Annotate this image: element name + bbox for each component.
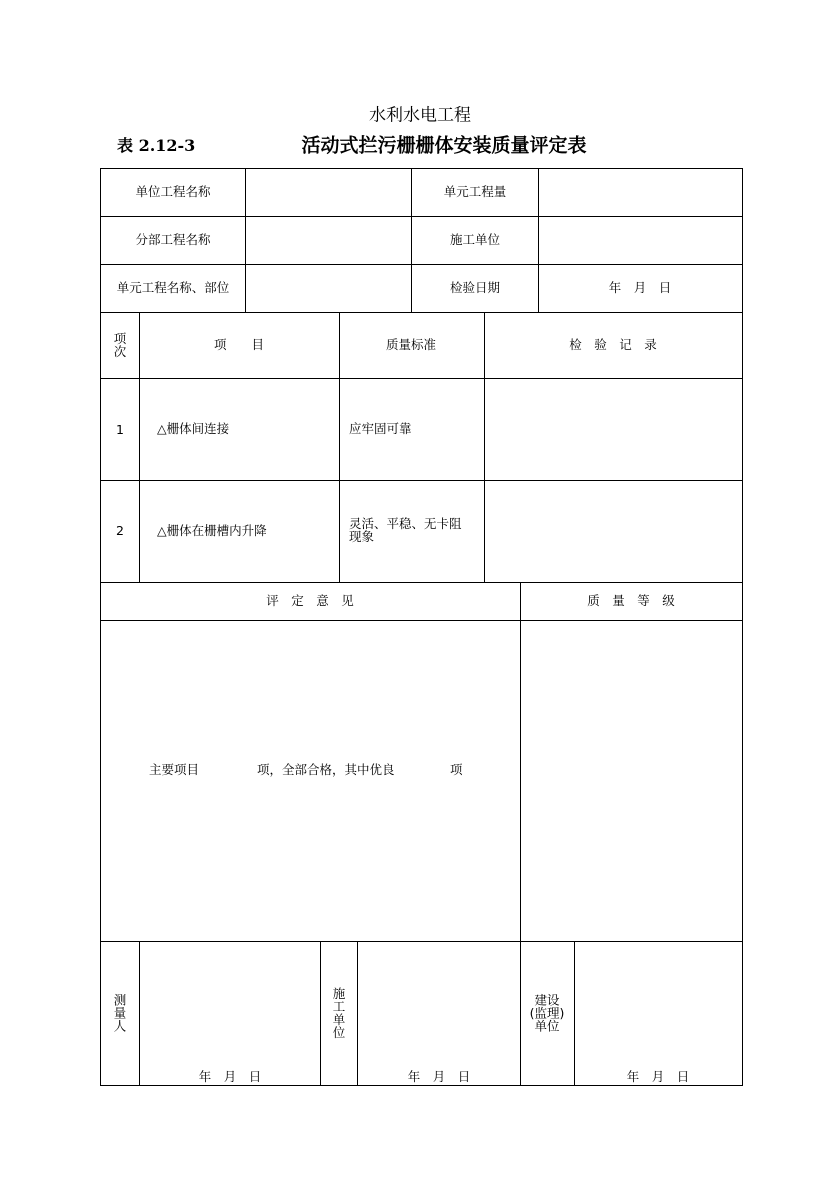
table-number: 表 2.12-3 (117, 136, 196, 155)
owner-supervisor-label (527, 994, 567, 1033)
standard-column-header: 质量标准 (385, 336, 437, 352)
unit-project-name-label: 单位工程名称 (135, 183, 211, 199)
surveyor-date: 年 月 日 (198, 1068, 262, 1084)
organization-title: 水利水电工程 (369, 105, 471, 126)
row-2-number: 2 (116, 522, 124, 538)
row-1-number: 1 (116, 421, 124, 437)
row-2-standard-line2: 现象 (349, 529, 375, 544)
grade-header: 质 量 等 级 (587, 592, 675, 608)
owner-supervisor-label-text: 建设(监理)单位 (529, 992, 565, 1034)
construction-unit-label: 施工单位 (449, 231, 501, 247)
construction-date: 年 月 日 (407, 1068, 471, 1084)
inspection-date-value: 年 月 日 (608, 279, 672, 295)
inspection-date-label: 检验日期 (449, 279, 501, 295)
row-2-standard-line1: 灵活、平稳、无卡阻 (349, 516, 462, 531)
row-2-item: △栅体在栅槽内升降 (157, 523, 267, 538)
unit-quantity-label: 单元工程量 (443, 183, 507, 199)
record-column-header: 检 验 记 录 (569, 336, 657, 352)
main-items-label: 主要项目 (149, 762, 200, 777)
surveyor-label: 测量人 (113, 992, 127, 1034)
construction-unit-signature-label: 施工单位 (332, 986, 346, 1040)
unit-name-location-label: 单元工程名称、部位 (116, 279, 230, 295)
page-title: 活动式拦污栅栅体安装质量评定表 (301, 134, 587, 157)
sub-project-name-label: 分部工程名称 (135, 231, 211, 247)
opinion-header: 评 定 意 见 (266, 592, 354, 608)
seq-column-header: 项次 (113, 331, 127, 359)
row-1-standard: 应牢固可靠 (349, 421, 412, 436)
row-1-item: △栅体间连接 (157, 421, 230, 436)
item-unit-text: 项 (450, 762, 463, 777)
evaluation-table (100, 168, 742, 1086)
item-column-header: 项 目 (213, 336, 265, 352)
all-pass-text: 项，全部合格，其中优良 (257, 762, 395, 777)
owner-date: 年 月 日 (626, 1068, 690, 1084)
